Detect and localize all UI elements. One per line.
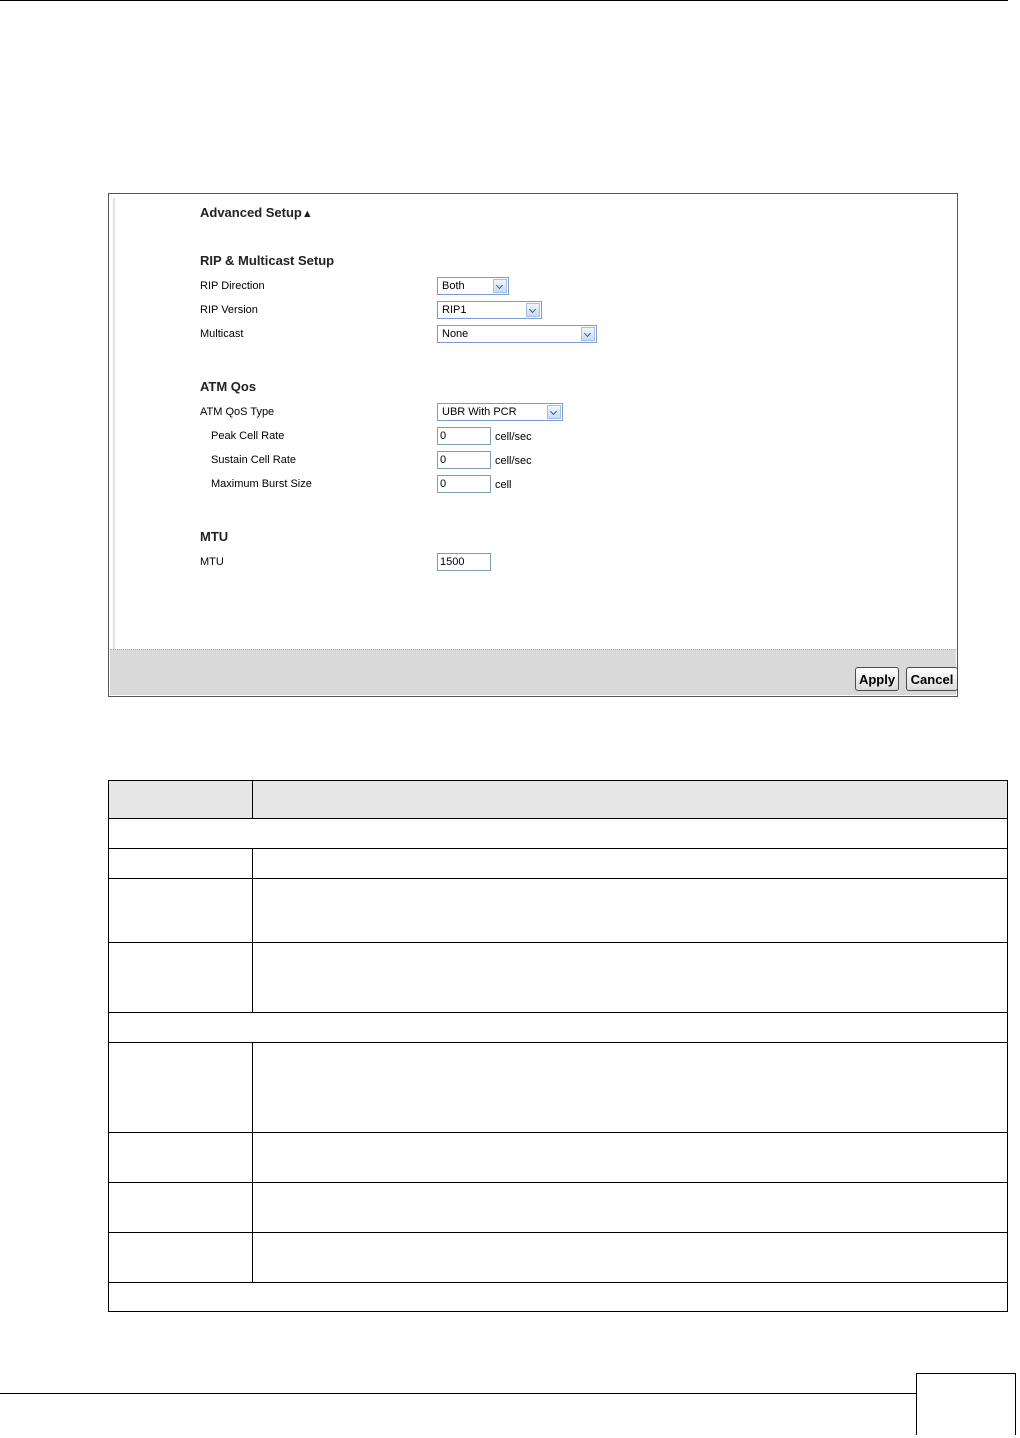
multicast-select[interactable] <box>437 325 597 343</box>
table-cell <box>109 1233 253 1282</box>
rip-version-value: RIP1 <box>442 304 467 316</box>
table-row <box>109 942 1007 1012</box>
collapse-triangle-icon[interactable]: ▲ <box>301 208 313 220</box>
table-section-row <box>109 1012 1007 1042</box>
table-row <box>109 878 1007 942</box>
max-burst-size-unit: cell <box>495 479 512 491</box>
table-row <box>109 1232 1007 1282</box>
rip-direction-value: Both <box>442 280 465 292</box>
max-burst-size-label: Maximum Burst Size <box>211 478 312 490</box>
multicast-label: Multicast <box>200 328 244 340</box>
sustain-cell-rate-label: Sustain Cell Rate <box>211 454 296 466</box>
chevron-down-icon <box>547 405 561 419</box>
sustain-cell-rate-unit: cell/sec <box>495 455 532 467</box>
atm-section-heading: ATM Qos <box>200 379 257 394</box>
page-title: Advanced Setup▲ <box>200 205 313 220</box>
table-section-row <box>109 818 1007 848</box>
table-row <box>109 1182 1007 1232</box>
rip-version-label: RIP Version <box>200 304 258 316</box>
page-number-box <box>916 1373 1016 1435</box>
rip-section-heading: RIP & Multicast Setup <box>200 253 335 268</box>
mtu-input[interactable]: 1500 <box>437 553 491 571</box>
button-bar <box>110 649 956 695</box>
table-header-cell <box>109 781 253 818</box>
atm-qos-type-label: ATM QoS Type <box>200 406 275 418</box>
rip-direction-label: RIP Direction <box>200 280 265 292</box>
atm-qos-type-select[interactable] <box>437 403 563 421</box>
chevron-down-icon <box>493 279 507 293</box>
table-row <box>109 1132 1007 1182</box>
peak-cell-rate-input[interactable]: 0 <box>437 427 491 445</box>
rip-version-select[interactable] <box>437 301 542 319</box>
peak-cell-rate-unit: cell/sec <box>495 431 532 443</box>
table-cell <box>109 1043 253 1132</box>
atm-qos-type-value: UBR With PCR <box>442 406 517 418</box>
sustain-cell-rate-input[interactable]: 0 <box>437 451 491 469</box>
table-row <box>109 1042 1007 1132</box>
table-cell <box>109 943 253 1012</box>
table-section-row <box>109 1282 1007 1311</box>
rip-direction-select[interactable] <box>437 277 509 295</box>
max-burst-size-input[interactable]: 0 <box>437 475 491 493</box>
table-cell <box>109 849 253 878</box>
field-description-table <box>108 780 1008 1312</box>
advanced-setup-panel <box>108 193 958 697</box>
mtu-label: MTU <box>200 556 224 568</box>
table-row <box>109 848 1007 878</box>
cancel-button[interactable]: Cancel <box>906 667 958 691</box>
apply-button[interactable]: Apply <box>855 667 899 691</box>
peak-cell-rate-label: Peak Cell Rate <box>211 430 285 442</box>
top-rule <box>0 0 1008 1</box>
mtu-section-heading: MTU <box>200 529 229 544</box>
chevron-down-icon <box>581 327 595 341</box>
bottom-rule <box>0 1393 916 1394</box>
table-cell <box>109 879 253 942</box>
table-cell <box>109 1183 253 1232</box>
table-header-row <box>109 781 1007 818</box>
chevron-down-icon <box>526 303 540 317</box>
table-cell <box>109 1133 253 1182</box>
multicast-value: None <box>442 328 469 340</box>
